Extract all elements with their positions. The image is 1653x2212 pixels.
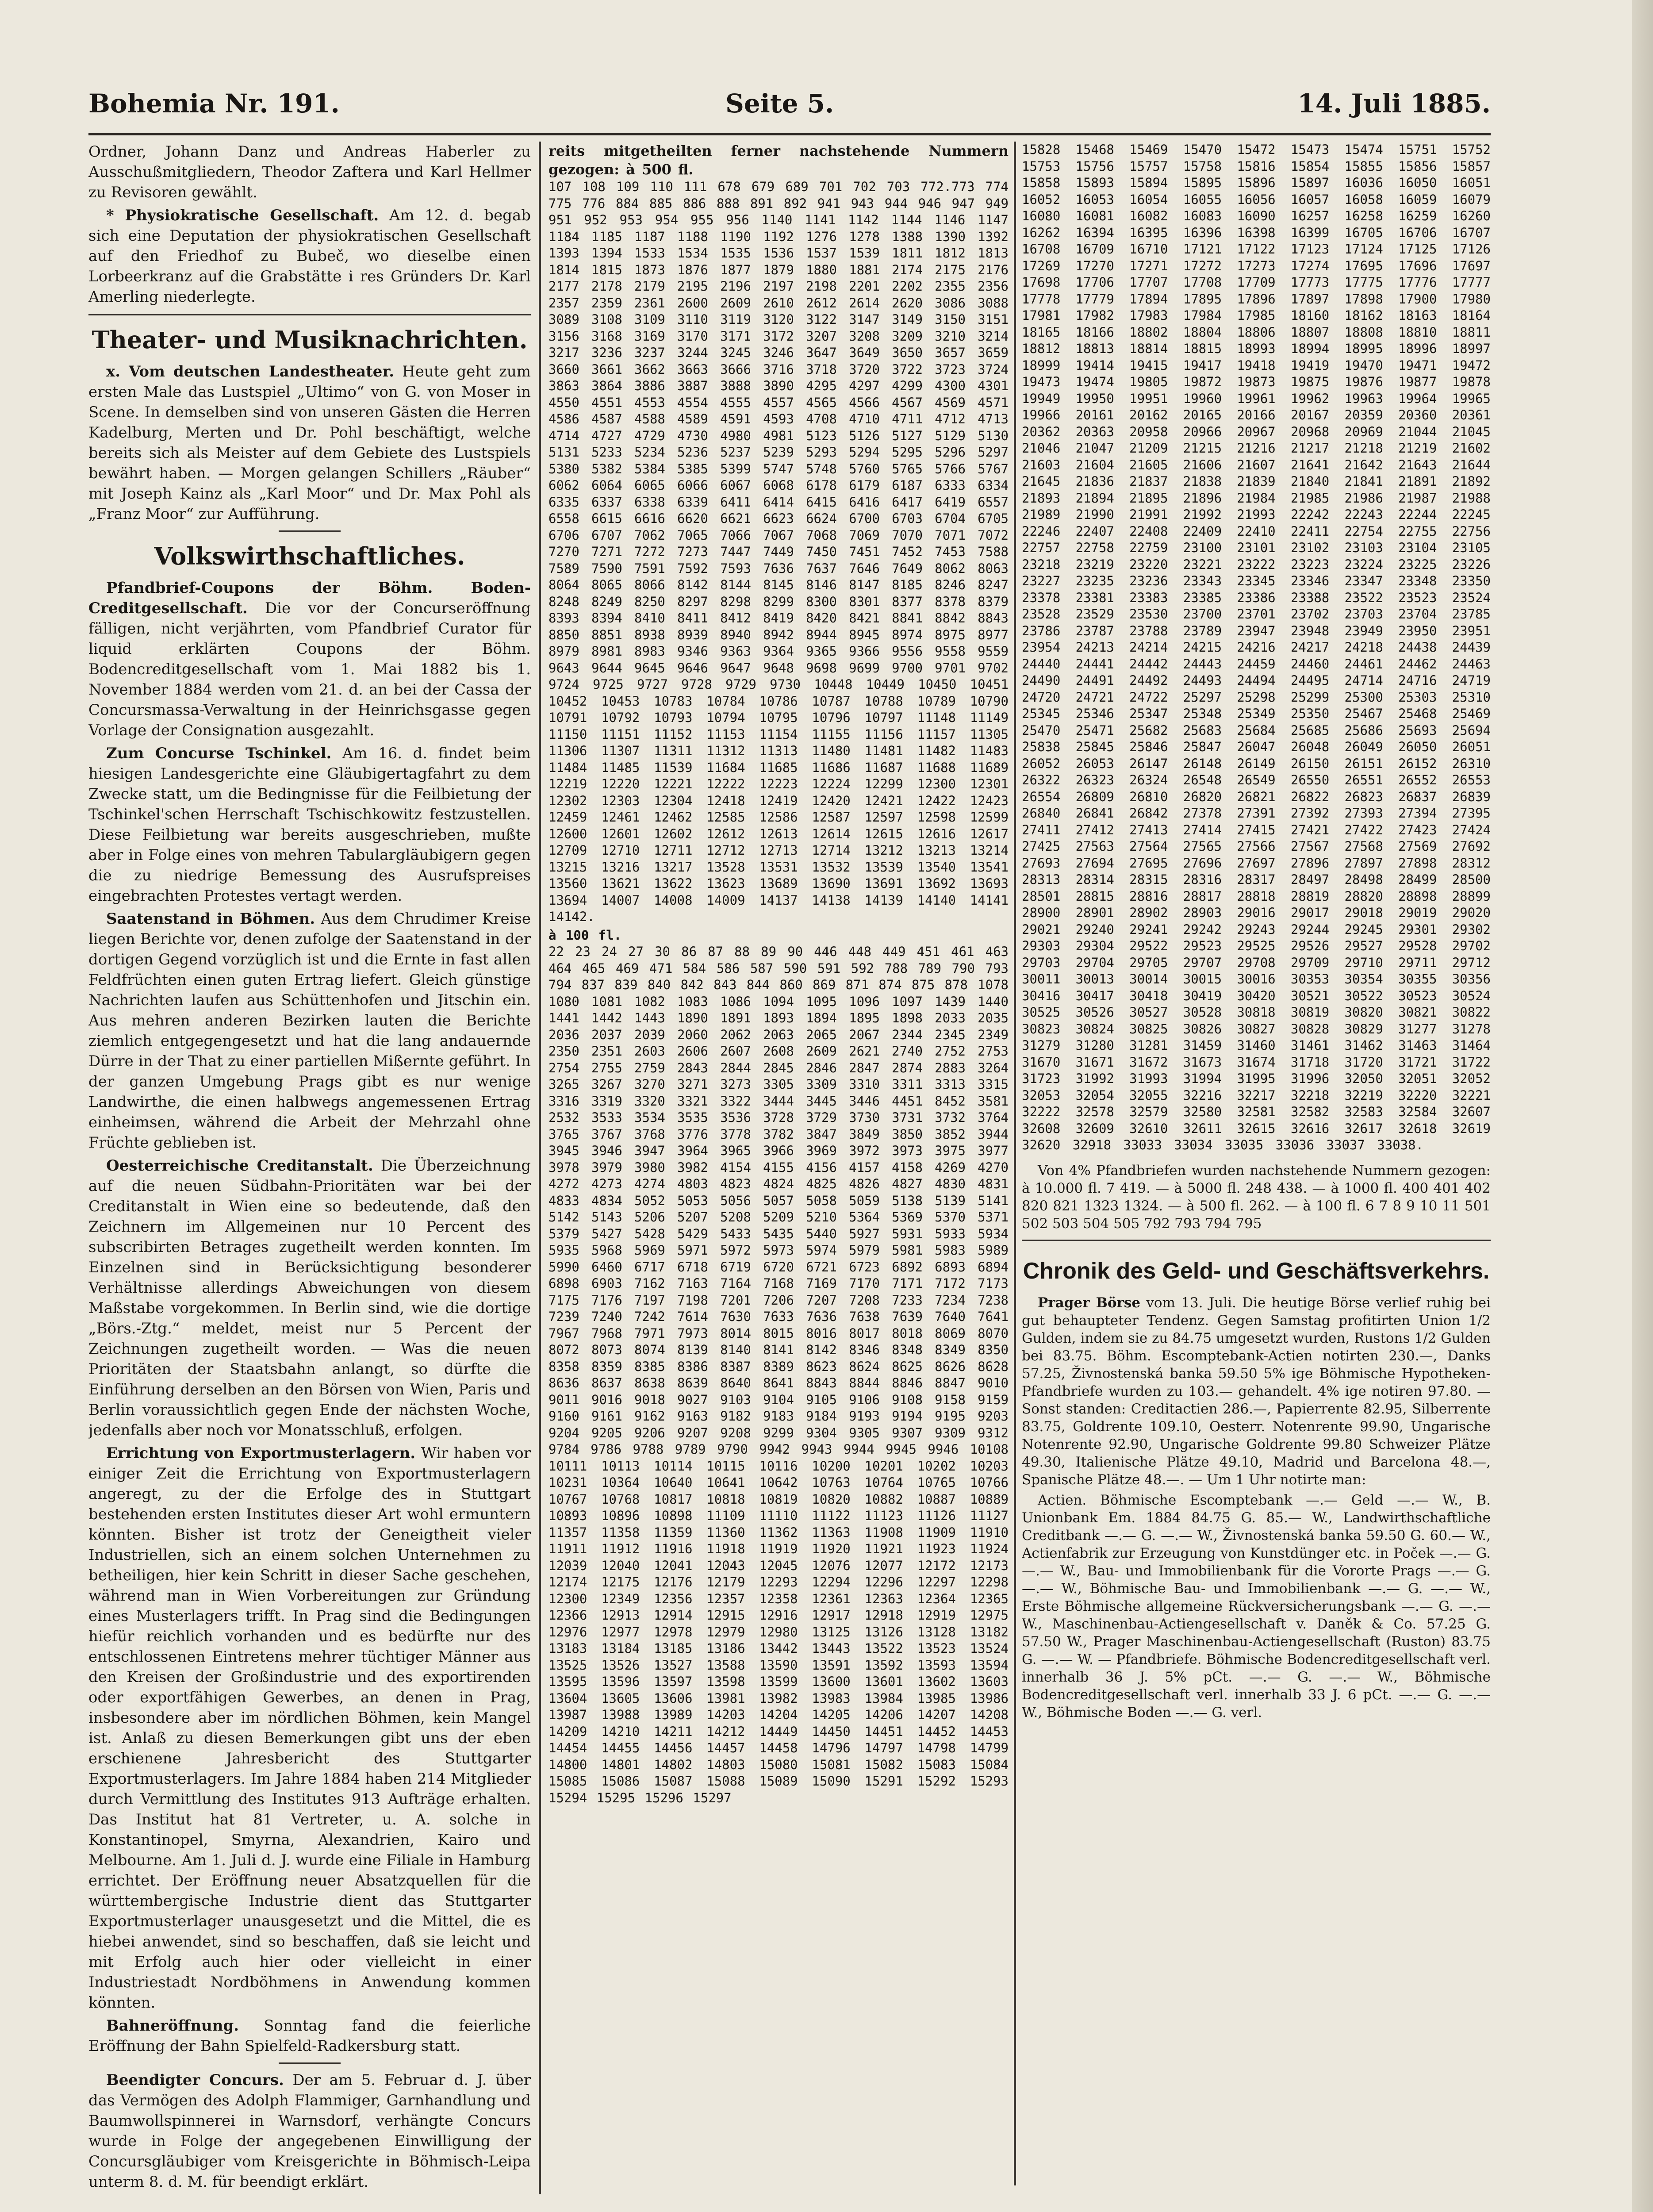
tschinkel-article (88, 743, 531, 906)
bahn-body: Sonntag fand die feierliche Eröffnung der Bahn Spielfeld-Radkersburg statt. (88, 2017, 531, 2055)
boerse-heading: Prager Börse (1038, 1294, 1141, 1311)
column-divider-2 (1014, 142, 1016, 2185)
pfand-article (88, 578, 531, 741)
volks-section-title: Volkswirthschaftliches. (154, 542, 465, 570)
page-header (88, 84, 1491, 124)
header-rule (88, 133, 1491, 135)
credit-article (88, 1156, 531, 1440)
intro-paragraph: Ordner, Johann Danz und Andreas Haberler zu Ausschußmitgliedern, Theodor Zaftera und Karl Hellmer zu Revisoren gewählt. (88, 143, 531, 201)
saaten-body: Aus dem Chrudimer Kreise liegen Berichte vor, denen zufolge der Saatenstand in der dortigen Gegend vorzüglich ist und die Ernte in fast allen Feldfrüchten einen guten Ertrag liefert. Gleich günstige Nachrichten laufen aus Schüttenhofen und Jitschin ein. Aus mehren anderen Bezirken lauten die Berichte ziemlich entgegengesetzt und hat die lang andauernde Dürre in der That zu einer partiellen Mißernte geführt. In der ganzen Umgebung Prags gibt es nur wenige Landwirthe, die einen halbwegs angemessenen Ertrag einheimsen, während die Arbeit der Mehrzahl ohne Früchte geblieben ist. (88, 910, 531, 1152)
column-3 (1022, 142, 1491, 2185)
pf4-lead: Von 4% Pfandbriefen wurden nachstehende Nummern gezogen: (1038, 1162, 1491, 1179)
numbers-continued-list: 15828 15468 15469 15470 15472 15473 15474 15751 15752 15753 15756 15757 15758 15816 15854 15855 15856 15857 15858 15893 15894 15895 15896 15897 16036 16050 16051 16052 16053 16054 16055 16056 16057 16058 16059 16079 16080 16081 16082 16083 16090 16257 16258 16259 16260 16262 16394 16395 16396 16398 16399 16705 16706 16707 16708 16709 16710 17121 17122 17123 17124 17125 17126 17269 17270 17271 17272 17273 17274 17695 17696 17697 17698 17706 17707 17708 17709 17773 17775 17776 17777 17778 17779 17894 17895 17896 17897 17898 17900 17980 17981 17982 17983 17984 17985 18160 18162 18163 18164 18165 18166 18802 18804 18806 18807 18808 18810 18811 18812 18813 18814 18815 18993 18994 18995 18996 18997 18999 19414 19415 19417 19418 19419 19470 19471 19472 19473 19474 19805 19872 19873 19875 19876 19877 19878 19949 19950 19951 19960 19961 19962 19963 19964 19965 19966 20161 20162 20165 20166 20167 20359 20360 20361 20362 20363 20958 20966 20967 20968 20969 21044 21045 21046 21047 21209 21215 21216 21217 21218 21219 21602 21603 21604 21605 21606 21607 21641 21642 21643 21644 21645 21836 21837 21838 21839 21840 21841 21891 21892 21893 21894 21895 21896 21984 21985 21986 21987 21988 21989 21990 21991 21992 21993 22242 22243 22244 22245 22246 22407 22408 22409 22410 22411 22754 22755 22756 22757 22758 22759 23100 23101 23102 23103 23104 23105 23218 23219 23220 23221 23222 23223 23224 23225 23226 23227 23235 23236 23343 23345 23346 23347 23348 23350 23378 23381 23383 23385 23386 23388 23522 23523 23524 23528 23529 23530 23700 23701 23702 23703 23704 23785 23786 23787 23788 23789 23947 23948 23949 23950 23951 23954 24213 24214 24215 24216 24217 24218 24438 24439 24440 24441 24442 24443 24459 24460 24461 24462 24463 24490 24491 24492 24493 24494 24495 24714 24716 24719 24720 24721 24722 25297 25298 25299 25300 25303 25310 25345 25346 25347 25348 25349 25350 25467 25468 25469 25470 25471 25682 25683 25684 25685 25686 25693 25694 25838 25845 25846 25847 26047 26048 26049 26050 26051 26052 26053 26147 26148 26149 26150 26151 26152 26310 26322 26323 26324 26548 26549 26550 26551 26552 26553 26554 26809 26810 26820 26821 26822 26823 26837 26839 26840 26841 26842 27378 27391 27392 27393 27394 27395 27411 27412 27413 27414 27415 27421 27422 27423 27424 27425 27563 27564 27565 27566 27567 27568 27569 27692 27693 27694 27695 27696 27697 27896 27897 27898 28312 28313 28314 28315 28316 28317 28497 28498 28499 28500 28501 28815 28816 28817 28818 28819 28820 28898 28899 28900 28901 28902 28903 29016 29017 29018 29019 29020 29021 29240 29241 29242 29243 29244 29245 29301 29302 29303 29304 29522 29523 29525 29526 29527 29528 29702 29703 29704 29705 29707 29708 29709 29710 29711 29712 30011 30013 30014 30015 30016 30353 30354 30355 30356 30416 30417 30418 30419 30420 30521 30522 30523 30524 30525 30526 30527 30528 30818 30819 30820 30821 30822 30823 30824 30825 30826 30827 30828 30829 31277 31278 31279 31280 31281 31459 31460 31461 31462 31463 31464 31670 31671 31672 31673 31674 31718 31720 31721 31722 31723 31992 31993 31994 31995 31996 32050 32051 32052 32053 32054 32055 32216 32217 32218 32219 32220 32221 32222 32578 32579 32580 32581 32582 32583 32584 32607 32608 32609 32610 32611 32615 32616 32617 32618 32619 32620 32918 33033 33034 33035 33036 33037 33038. (1022, 142, 1491, 1152)
concurs-article (88, 2070, 531, 2192)
pf4-article (1022, 1162, 1491, 1233)
export-heading: Errichtung von Exportmusterlagern. (106, 1444, 416, 1462)
tschinkel-heading: Zum Concurse Tschinkel. (106, 745, 332, 762)
lottery-lead-500 (548, 142, 1009, 179)
physio-article (88, 205, 531, 307)
concurs-body: Der am 5. Februar d. J. über das Vermögen des Adolph Flammiger, Garnhandlung und Baumwollspinnerei in Warnsdorf, verhängte Concurs wurde in Folge der angegebenen Einwilligung der Concursgläubiger vom Kreisgerichte in Böhmisch-Leipa unterm 8. d. M. für beendigt erklärt. (88, 2071, 531, 2191)
bahn-heading: Bahneröffnung. (106, 2017, 239, 2035)
column-1 (88, 142, 531, 2199)
bahn-article (88, 2016, 531, 2056)
boerse-article (1022, 1294, 1491, 1489)
chronik-section-title: Chronik des Geld- und Geschäftsverkehrs. (1023, 1258, 1490, 1284)
page-number: Seite 5. (725, 88, 834, 119)
export-body: Wir haben vor einiger Zeit die Errichtung von Exportmusterlagern angeregt, zu der die Erfolge des in Stuttgart bestehenden ersten Institutes dieser Art wohl ermuntern könnten. Bisher ist trotz der Geneigtheit vieler Industriellen, sich an einem solchen Unternehmen zu betheiligen, hier kein Schritt in dieser Sache geschehen, während man in Wien Vorbereitungen zur Gründung eines Musterlagers trifft. In Prag sind die Bedingungen hiefür reichlich vorhanden und es bedürfte nur des entschlossenen Eintretens mehrer tüchtiger Männer aus den Kreisen der Großindustrie und des exportirenden oder exportfähigen Gewerbes, an denen in Prag, insbesondere aber im nördlichen Böhmen, kein Mangel ist. Anlaß zu diesen Bemerkungen gibt uns der eben erschienene Jahresbericht des Stuttgarter Exportmusterlagers. Im Jahre 1884 haben 214 Mitglieder durch Vermittlung des Institutes 913 Aufträge erhalten. Das Institut hat 81 Vertreter, u. A. solche in Konstantinopel, Smyrna, Alexandrien, Kairo und Melbourne. Am 1. Juli d. J. wurde eine Filiale in Hamburg errichtet. Der Eröffnung neuer Absatzquellen für die württembergische Industrie dient das Stuttgarter Exportmusterlager unausgesetzt und die Mittel, die es hiebei anwendet, sind so beschaffen, daß sie leicht und mit Erfolg auch hier oder vielleicht in einer Industriestadt Nordböhmens in Anwendung kommen könnten. (88, 1444, 531, 2012)
export-article (88, 1443, 531, 2013)
boerse-body: vom 13. Juli. Die heutige Börse verlief ruhig bei gut behaupteter Tendenz. Gegen Samstag profitirten Union 1/2 Gulden, indem sie zu 84.75 umgesetzt wurden, Rustons 1/2 Gulden bei 83.75. Böhm. Escomptebank-Actien notirten 230.—, Danks 57.25, Živnostenská banka 59.50 5% ige Böhmische Hypotheken-Pfandbriefe wurden zu 103.— gehandelt. 4% ige notiren 97.80. — Sonst standen: Creditactien 286.—, Papierrente 82.95, Silberrente 83.75, Goldrente 109.10, Oesterr. Notenrente 99.90, Ungarische Notenrente 92.90, Ungarische Goldrente 99.80 Schweizer Plätze 49.30, Italienische Plätze 49.10, Madrid und Barcelona 48.—, Spanische Plätze 48.—. — Um 1 Uhr notirte man: (1022, 1294, 1491, 1488)
lead-text: reits mitgetheilten ferner nachstehende Nummern gezogen: à 500 fl. (548, 142, 1009, 178)
numbers-100-list: 22 23 24 27 30 86 87 88 89 90 446 448 449 451 461 463 464 465 469 471 584 586 587 590 591 592 788 789 790 793 794 837 839 840 842 843 844 860 869 871 874 875 878 1078 1080 1081 1082 1083 1086 1094 1095 1096 1097 1439 1440 1441 1442 1443 1890 1891 1893 1894 1895 1898 2033 2035 2036 2037 2039 2060 2062 2063 2065 2067 2344 2345 2349 2350 2351 2603 2606 2607 2608 2609 2621 2740 2752 2753 2754 2755 2759 2843 2844 2845 2846 2847 2874 2883 3264 3265 3267 3270 3271 3273 3305 3309 3310 3311 3313 3315 3316 3319 3320 3321 3322 3444 3445 3446 4451 8452 3581 2532 3533 3534 3535 3536 3728 3729 3730 3731 3732 3764 3765 3767 3768 3776 3778 3782 3847 3849 3850 3852 3944 3945 3946 3947 3964 3965 3966 3969 3972 3973 3975 3977 3978 3979 3980 3982 4154 4155 4156 4157 4158 4269 4270 4272 4273 4274 4803 4823 4824 4825 4826 4827 4830 4831 4833 4834 5052 5053 5056 5057 5058 5059 5138 5139 5141 5142 5143 5206 5207 5208 5209 5210 5364 5369 5370 5371 5379 5427 5428 5429 5433 5435 5440 5927 5931 5933 5934 5935 5968 5969 5971 5972 5973 5974 5979 5981 5983 5989 5990 6460 6717 6718 6719 6720 6721 6723 6892 6893 6894 6898 6903 7162 7163 7164 7168 7169 7170 7171 7172 7173 7175 7176 7197 7198 7201 7206 7207 7208 7233 7234 7238 7239 7240 7242 7614 7630 7633 7636 7638 7639 7640 7641 7967 7968 7971 7973 8014 8015 8016 8017 8018 8069 8070 8072 8073 8074 8139 8140 8141 8142 8346 8348 8349 8350 8358 8359 8385 8386 8387 8389 8623 8624 8625 8626 8628 8636 8637 8638 8639 8640 8641 8843 8844 8846 8847 9010 9011 9016 9018 9027 9103 9104 9105 9106 9108 9158 9159 9160 9161 9162 9163 9182 9183 9184 9193 9194 9195 9203 9204 9205 9206 9207 9208 9299 9304 9305 9307 9309 9312 9784 9786 9788 9789 9790 9942 9943 9944 9945 9946 10108 10111 10113 10114 10115 10116 10200 10201 10202 10203 10231 10364 10640 10641 10642 10763 10764 10765 10766 10767 10768 10817 10818 10819 10820 10882 10887 10889 10893 10896 10898 11109 11110 11122 11123 11126 11127 11357 11358 11359 11360 11362 11363 11908 11909 11910 11911 11912 11916 11918 11919 11920 11921 11923 11924 12039 12040 12041 12043 12045 12076 12077 12172 12173 12174 12175 12176 12179 12293 12294 12296 12297 12298 12300 12349 12356 12357 12358 12361 12363 12364 12365 12366 12913 12914 12915 12916 12917 12918 12919 12975 12976 12977 12978 12979 12980 13125 13126 13128 13182 13183 13184 13185 13186 13442 13443 13522 13523 13524 13525 13526 13527 13588 13590 13591 13592 13593 13594 13595 13596 13597 13598 13599 13600 13601 13602 13603 13604 13605 13606 13981 13982 13983 13984 13985 13986 13987 13988 13989 14203 14204 14205 14206 14207 14208 14209 14210 14211 14212 14449 14450 14451 14452 14453 14454 14455 14456 14457 14458 14796 14797 14798 14799 14800 14801 14802 14803 15080 15081 15082 15083 15084 15085 15086 15087 15088 15089 15090 15291 15292 15293 15294 15295 15296 15297 (548, 944, 1009, 1805)
lead-100: à 100 fl. (548, 927, 622, 943)
column-2 (548, 142, 1009, 2185)
column-divider-1 (539, 142, 541, 2194)
tschinkel-body: Am 16. d. findet beim hiesigen Landesgerichte eine Gläubigertagfahrt zu dem Zwecke statt, um die Bedingnisse für die Feilbietung der Tschinkel'schen Herrschaft Tschischkowitz festzustellen. Diese Feilbietung war bereits ausgeschrieben, mußte aber in Folge eines von mehren Tabulargläubigern gegen die zu niedrige Bemessung des Ausrufspreises eingebrachten Protestes vertagt werden. (88, 745, 531, 905)
masthead-issue: Bohemia Nr. 191. (88, 88, 340, 119)
page-edge-shadow (1632, 0, 1653, 2212)
section-rule (88, 314, 531, 315)
section-rule (279, 2062, 341, 2064)
theater-heading: x. Vom deutschen Landestheater. (106, 363, 395, 380)
numbers-500-list: 107 108 109 110 111 678 679 689 701 702 703 772.773 774 775 776 884 885 886 888 891 892 941 943 944 946 947 949 951 952 953 954 955 956 1140 1141 1142 1144 1146 1147 1184 1185 1187 1188 1190 1192 1276 1278 1388 1390 1392 1393 1394 1533 1534 1535 1536 1537 1539 1811 1812 1813 1814 1815 1873 1876 1877 1879 1880 1881 2174 2175 2176 2177 2178 2179 2195 2196 2197 2198 2201 2202 2355 2356 2357 2359 2361 2600 2609 2610 2612 2614 2620 3086 3088 3089 3108 3109 3110 3119 3120 3122 3147 3149 3150 3151 3156 3168 3169 3170 3171 3172 3207 3208 3209 3210 3214 3217 3236 3237 3244 3245 3246 3647 3649 3650 3657 3659 3660 3661 3662 3663 3666 3716 3718 3720 3722 3723 3724 3863 3864 3886 3887 3888 3890 4295 4297 4299 4300 4301 4550 4551 4553 4554 4555 4557 4565 4566 4567 4569 4571 4586 4587 4588 4589 4591 4593 4708 4710 4711 4712 4713 4714 4727 4729 4730 4980 4981 5123 5126 5127 5129 5130 5131 5233 5234 5236 5237 5239 5293 5294 5295 5296 5297 5380 5382 5384 5385 5399 5747 5748 5760 5765 5766 5767 6062 6064 6065 6066 6067 6068 6178 6179 6187 6333 6334 6335 6337 6338 6339 6411 6414 6415 6416 6417 6419 6557 6558 6615 6616 6620 6621 6623 6624 6700 6703 6704 6705 6706 6707 7062 7065 7066 7067 7068 7069 7070 7071 7072 7270 7271 7272 7273 7447 7449 7450 7451 7452 7453 7588 7589 7590 7591 7592 7593 7636 7637 7646 7649 8062 8063 8064 8065 8066 8142 8144 8145 8146 8147 8185 8246 8247 8248 8249 8250 8297 8298 8299 8300 8301 8377 8378 8379 8393 8394 8410 8411 8412 8419 8420 8421 8841 8842 8843 8850 8851 8938 8939 8940 8942 8944 8945 8974 8975 8977 8979 8981 8983 9346 9363 9364 9365 9366 9556 9558 9559 9643 9644 9645 9646 9647 9648 9698 9699 9700 9701 9702 9724 9725 9727 9728 9729 9730 10448 10449 10450 10451 10452 10453 10783 10784 10786 10787 10788 10789 10790 10791 10792 10793 10794 10795 10796 10797 11148 11149 11150 11151 11152 11153 11154 11155 11156 11157 11305 11306 11307 11311 11312 11313 11480 11481 11482 11483 11484 11485 11539 11684 11685 11686 11687 11688 11689 12219 12220 12221 12222 12223 12224 12299 12300 12301 12302 12303 12304 12418 12419 12420 12421 12422 12423 12459 12461 12462 12585 12586 12587 12597 12598 12599 12600 12601 12602 12612 12613 12614 12615 12616 12617 12709 12710 12711 12712 12713 12714 13212 13213 13214 13215 13216 13217 13528 13531 13532 13539 13540 13541 13560 13621 13622 13623 13689 13690 13691 13692 13693 13694 14007 14008 14009 14137 14138 14139 14140 14141 14142. (548, 179, 1009, 924)
theater-article (88, 361, 531, 524)
theater-section-title: Theater- und Musiknachrichten. (92, 326, 528, 354)
concurs-heading: Beendigter Concurs. (106, 2071, 284, 2089)
pfand-body: Die vor der Concurseröffnung fälligen, nicht verjährten, vom Pfandbrief Curator für liquid erklärten Coupons der Böhm. Bodencreditgesellschaft vom 1. Mai 1882 bis 1. November 1884 werden vom 21. d. an bei der Cassa der Concursmassa-Verwaltung in der Heinrichsgasse gegen Vorlage der Consignation ausgezahlt. (88, 599, 531, 739)
theater-body: Heute geht zum ersten Male das Lustspiel „Ultimo“ von G. von Moser in Scene. In demselben sind von unseren Gästen die Herren Kadelburg, Merten und Dr. Pohl beschäftigt, welche bereits sich als Meister auf dem Gebiete des Lustspiels bewährt haben. — Morgen gelangen Schillers „Räuber“ mit Joseph Kainz als „Karl Moor“ und Dr. Max Pohl als „Franz Moor“ zur Aufführung. (88, 363, 531, 523)
section-rule (1022, 1240, 1491, 1241)
saaten-article (88, 909, 531, 1153)
saaten-heading: Saatenstand in Böhmen. (106, 910, 315, 928)
physio-body: Am 12. d. begab sich eine Deputation der physiokratischen Gesellschaft auf den Friedhof zu Bubeč, wo dieselbe einen Lorbeerkranz auf die Grabstätte i res Gründers Dr. Karl Amerling niederlegte. (88, 207, 531, 306)
section-rule (279, 530, 341, 532)
credit-heading: Oesterreichische Creditanstalt. (106, 1157, 373, 1175)
pfand-heading: Pfandbrief-Coupons der Böhm. Boden-Creditgesellschaft. (88, 579, 531, 617)
pf4-body: à 10.000 fl. 7 419. — à 5000 fl. 248 438. — à 1000 fl. 400 401 402 820 821 1323 1324. — à 500 fl. 262. — à 100 fl. 6 7 8 9 10 11 501 502 503 504 505 792 793 794 795 (1022, 1180, 1491, 1232)
credit-body: Die Überzeichnung auf die neuen Südbahn-Prioritäten war bei der Creditanstalt in Wien eine so bedeutende, daß den Zeichnern im Allgemeinen nur 10 Percent des subscribirten Betrages zugetheilt werden konnten. Im Einzelnen sind in Berücksichtigung besonderer Verhältnisse allerdings Abweichungen von diesem Maßstabe vorgekommen. In Berlin sind, wie die dortige „Börs.-Ztg.“ meldet, meist nur 5 Percent der Zeichnungen zugetheilt worden. — Was die neuen Prioritäten der Staatsbahn anlangt, so dürfte die Einführung derselben an den Börsen von Wien, Paris und Berlin voraussichtlich gegen Ende der nächsten Woche, jedenfalls aber noch vor Monatsschluß, erfolgen. (88, 1157, 531, 1439)
issue-date: 14. Juli 1885. (1297, 88, 1491, 119)
actien-article: Actien. Böhmische Escomptebank —.— Geld —.— W., B. Unionbank Em. 1884 84.75 G. 85.— W., Landwirthschaftliche Creditbank —.— G. —.— W., Živnostenská banka 59.50 G. 60.— W., Actienfabrik zur Erzeugung von Kunstdünger etc. in Poček —.— G. —.— W., Bau- und Immobilienbank für die Vororte Prags —.— G. —.— W., Böhmische Bau- und Immobilienbank —.— G. —.— W., Erste Böhmische allgemeine Rückversicherungsbank —.— G. —.— W., Maschinenbau-Actiengesellschaft v. Daněk & Co. 57.25 G. 57.50 W., Prager Maschinenbau-Actiengesellschaft (Ruston) 83.75 G. —.— W. — Pfandbriefe. Böhmische Bodencreditgesellschaft verl. innerhalb 36 J. 5% pCt. —.— G. —.— W., Böhmische Bodencreditgesellschaft verl. innerhalb 33 J. 6 pCt. —.— G. —.— W., Böhmische Boden —.— G. verl. (1022, 1492, 1491, 1720)
physio-heading: * Physiokratische Gesellschaft. (106, 207, 379, 224)
